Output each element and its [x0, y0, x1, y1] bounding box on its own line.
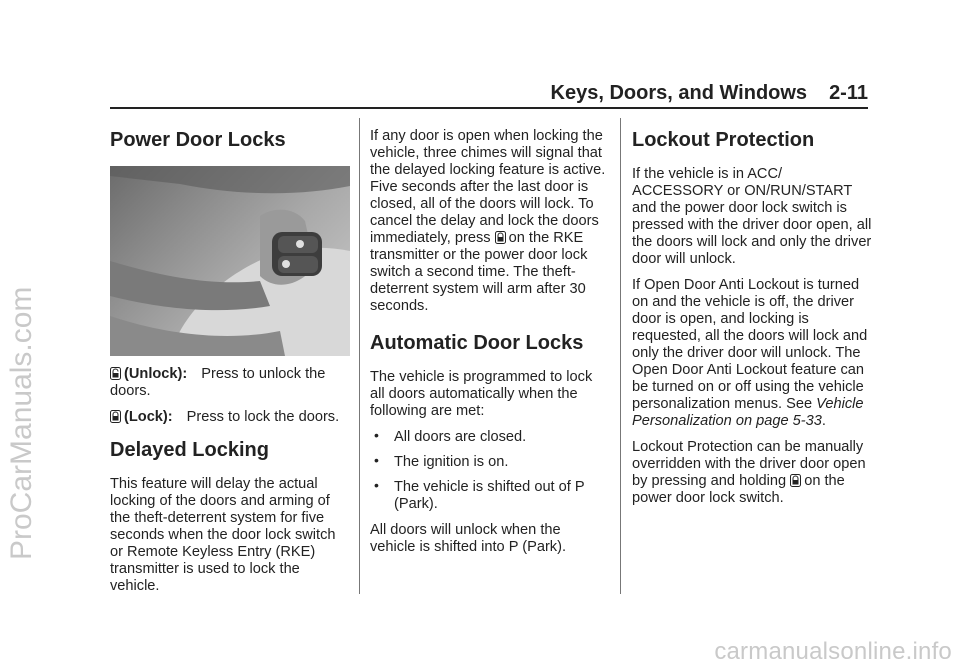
- column-3: [632, 116, 872, 516]
- column-divider: [359, 118, 360, 594]
- lockout-protection-heading: Lockout Protection: [632, 129, 815, 151]
- side-watermark: ProCarManuals.com: [5, 286, 38, 560]
- page-number: 2-11: [829, 82, 868, 104]
- power-door-locks-heading: Power Door Locks: [110, 129, 286, 151]
- lockout-para-2: [632, 277, 872, 430]
- column-divider: [620, 118, 621, 594]
- unlock-label: (Unlock):: [124, 366, 188, 382]
- unlock-text: Press to unlock the doors.: [110, 366, 326, 399]
- delayed-text-part-1: If any door is open when locking the vehicle, three chimes will signal that the delayed locking feature is active. Five seconds after the last door is closed, all of the doors will lock. To cancel the delay and lock the doors immediately, press: [370, 128, 606, 246]
- vehicle-personalization-reference[interactable]: Vehicle Personalization on page 5-33: [632, 396, 864, 429]
- delayed-text-part-2: on the RKE transmitter or the power door lock switch a second time. The theft-deterrent system will arm after 30 seconds.: [370, 230, 588, 314]
- list-item: • All doors are closed.: [370, 429, 610, 446]
- header-rule: [110, 107, 868, 109]
- list-item: • The vehicle is shifted out of P (Park).: [370, 479, 610, 513]
- column-1: [110, 116, 350, 604]
- unlock-icon: [110, 367, 121, 380]
- lock-icon: [495, 231, 506, 244]
- delayed-locking-continued: [370, 128, 610, 315]
- section-title: Keys, Doors, and Windows: [550, 82, 808, 104]
- lock-icon: [110, 410, 121, 423]
- delayed-locking-text: This feature will delay the actual locking of the doors and arming of the theft-deterrent system for five seconds when the door lock switch or Remote Keyless Entry (RKE) transmitter is used to lock the vehicle.: [110, 476, 336, 594]
- automatic-outro: All doors will unlock when the vehicle is shifted into P (Park).: [370, 522, 567, 555]
- period: .: [821, 413, 826, 429]
- automatic-door-locks-heading: Automatic Door Locks: [370, 332, 584, 354]
- list-item: • The ignition is on.: [370, 454, 610, 471]
- lock-description: [110, 409, 350, 426]
- delayed-locking-heading: Delayed Locking: [110, 439, 269, 461]
- bottom-watermark: carmanualsonline.info: [714, 638, 952, 665]
- column-2: [370, 128, 610, 565]
- lock-text: Press to lock the doors.: [186, 409, 340, 425]
- page-header: [551, 82, 868, 105]
- door-lock-switch-image: [110, 166, 350, 356]
- lock-icon: [790, 474, 801, 487]
- lockout-para-3-text-1: Lockout Protection can be manually overridden with the driver door open by pressing and holding: [632, 439, 866, 489]
- automatic-intro: The vehicle is programmed to lock all doors automatically when the following are met:: [370, 369, 593, 419]
- lockout-para-3-text-2: on the power door lock switch.: [632, 473, 845, 506]
- lockout-para-1: If the vehicle is in ACC/ ACCESSORY or ON/RUN/START and the power door lock switch is pressed with the driver door open, all the doors will lock and only the driver door will unlock.: [632, 166, 872, 267]
- unlock-description: [110, 366, 350, 400]
- lockout-para-3: [632, 439, 872, 507]
- lock-label: (Lock):: [124, 409, 173, 425]
- lockout-para-2-text: If Open Door Anti Lockout is turned on and the vehicle is off, the driver door is open, and locking is requested, all the doors will lock and only the driver door will unlock. The Open Door Anti Lockout feature can be turned on or off using the vehicle personalization menus. See: [632, 277, 868, 412]
- conditions-list: [370, 429, 610, 513]
